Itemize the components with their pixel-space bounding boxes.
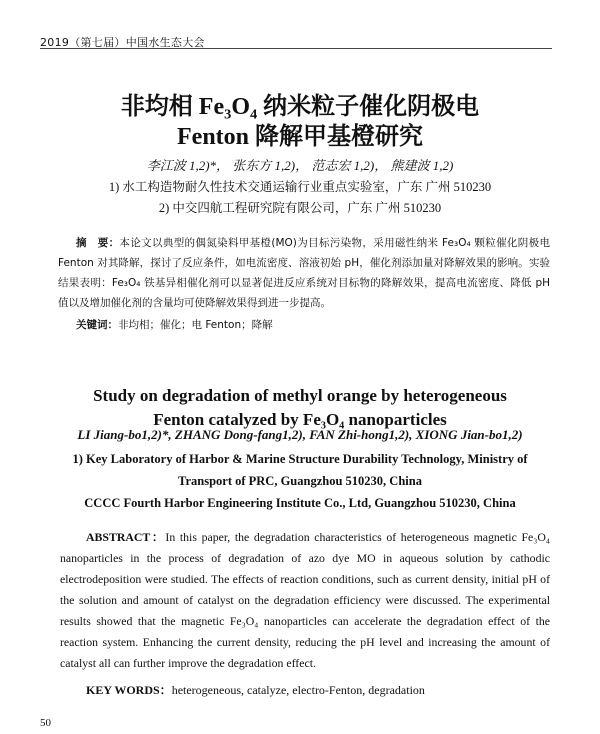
header-rule xyxy=(40,48,552,49)
cn-abstract xyxy=(58,233,550,313)
cn-keywords-text: 非均相；催化；电 Fenton；降解 xyxy=(118,319,273,331)
en-abstract-text: In this paper, the degradation characteristics of heterogeneous magnetic Fe₃O₄ nanoparticles in the process of degradation of azo dye MO in aqueous solution by cathodic electrodeposition were studied. The effects of reaction conditions, such as current density, initial pH of the solution and amount of catalyst on the degradation efficiency were discussed. The experimental results showed that the magnetic Fe₃O₄ nanoparticles can accelerate the degradation effect of the reaction system. Enhancing the current density, reducing the pH level and increasing the amount of catalyst all can further improve the degradation effect. xyxy=(60,530,550,670)
en-title-line1: Study on degradation of methyl orange by heterogeneous xyxy=(93,386,507,405)
en-abstract xyxy=(60,527,550,674)
en-authors: LI Jiang-bo1,2)*, ZHANG Dong-fang1,2), FAN Zhi-hong1,2), XIONG Jian-bo1,2) xyxy=(77,427,523,442)
cn-authors: 李江波 1,2)*， 张东方 1,2)， 范志宏 1,2)， 熊建波 1,2) xyxy=(146,158,454,173)
running-head: 2019（第七届）中国水生态大会 xyxy=(40,36,205,49)
en-title-line2: Fenton catalyzed by Fe₃O₄ nanoparticles xyxy=(153,410,447,429)
cn-title-line2: Fenton 降解甲基橙研究 xyxy=(177,124,423,150)
page-number: 50 xyxy=(40,717,51,729)
en-abstract-label: ABSTRACT： xyxy=(86,530,166,544)
cn-affiliation-1: 1) 水工构造物耐久性技术交通运输行业重点实验室，广东 广州 510230 xyxy=(108,180,492,194)
cn-title-line1: 非均相 Fe₃O₄ 纳米粒子催化阴极电 xyxy=(120,94,480,120)
cn-keywords xyxy=(76,317,273,332)
en-affiliation-1a: 1) Key Laboratory of Harbor & Marine Structure Durability Technology, Ministry of xyxy=(72,452,528,466)
en-affiliation-1b: Transport of PRC, Guangzhou 510230, China xyxy=(178,474,422,488)
en-keywords xyxy=(86,681,425,698)
cn-affiliation-2: 2) 中交四航工程研究院有限公司，广东 广州 510230 xyxy=(158,201,442,215)
cn-keywords-label: 关键词： xyxy=(76,319,118,331)
cn-abstract-text: 本论文以典型的偶氮染料甲基橙(MO)为目标污染物，采用磁性纳米 Fe₃O₄ 颗粒催化阴极电 Fenton 对其降解，探讨了反应条件，如电流密度、溶液初始 pH，催化剂添加量对降解效果的影响。实验结果表明：Fe₃O₄ 铁基异相催化剂可以显著促进反应系统对目标物的降解效果，提高电流密度、降低 pH 值以及增加催化剂的含量均可使降解效果得到进一步提高。 xyxy=(58,237,550,309)
en-keywords-text: heterogeneous, catalyze, electro-Fenton, degradation xyxy=(171,683,425,697)
en-keywords-label: KEY WORDS： xyxy=(86,683,172,697)
en-affiliation-2: CCCC Fourth Harbor Engineering Institute Co., Ltd, Guangzhou 510230, China xyxy=(84,496,516,510)
cn-abstract-label: 摘 要： xyxy=(76,237,120,249)
